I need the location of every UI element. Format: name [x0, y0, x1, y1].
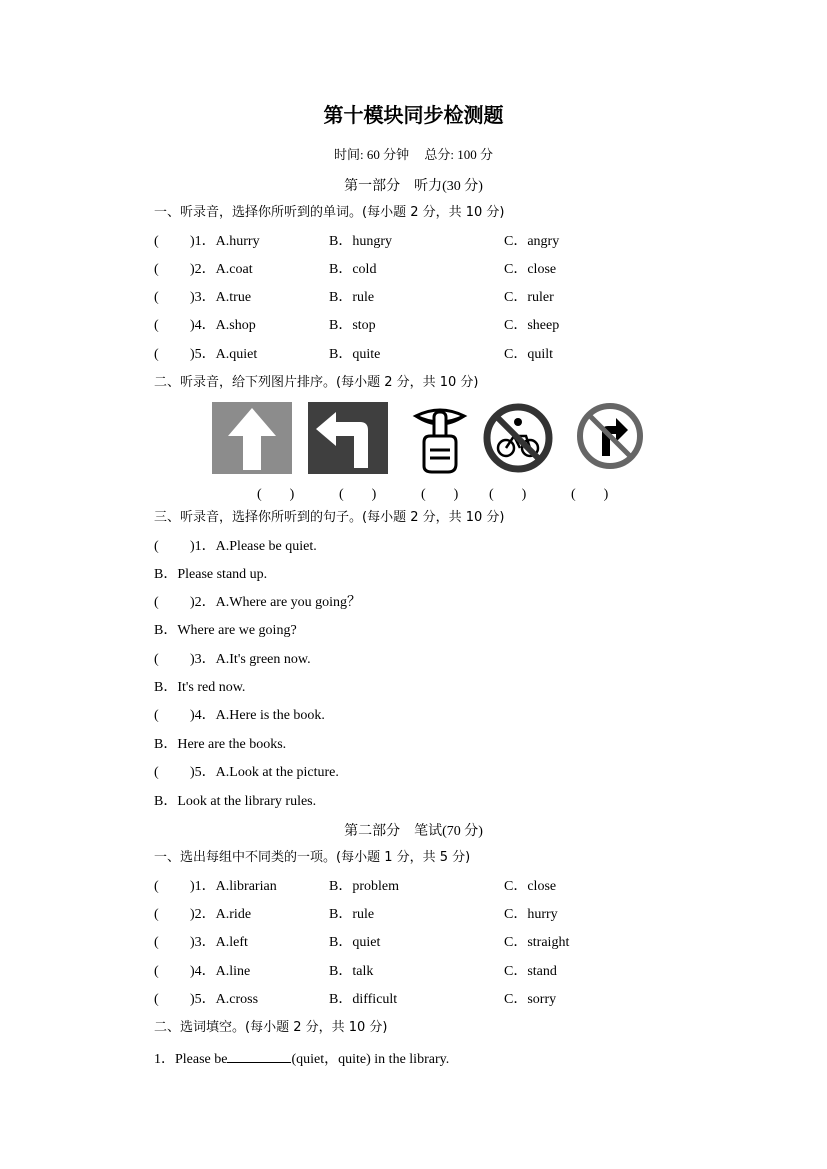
fill-blank-answer-line[interactable]	[227, 1048, 291, 1063]
no-cycling-sign-icon	[482, 402, 554, 474]
sentence-option-b: B．Look at the library rules.	[154, 794, 317, 809]
fill-blank-question: 1．Please be (quiet，quite) in the library.	[154, 1048, 449, 1069]
option-b: B．rule	[329, 290, 375, 305]
exam-time: 时间: 60 分钟	[334, 147, 410, 162]
answer-blank[interactable]: ( )	[339, 487, 377, 502]
answer-blank[interactable]: ( )	[571, 487, 609, 502]
sentence-option-b: B．Here are the books.	[154, 737, 287, 752]
sentence-option-a: ( )2．A.Where are you going？	[154, 595, 362, 610]
option-a: )1．A.hurry	[190, 234, 260, 249]
option-c: C．stand	[504, 964, 557, 979]
answer-blank[interactable]: ( )	[489, 487, 527, 502]
option-c: C．sheep	[504, 318, 560, 333]
option-b: B．problem	[329, 879, 399, 894]
option-b: B．hungry	[329, 234, 392, 249]
sentence-option-a: ( )5．A.Look at the picture.	[154, 765, 339, 780]
option-b: B．quite	[329, 347, 381, 362]
option-a: )3．A.left	[190, 935, 248, 950]
part2-sec2-heading: 二、选词填空。(每小题 2 分，共 10 分)	[154, 1020, 388, 1035]
option-c: C．hurry	[504, 907, 558, 922]
sentence-option-a: ( )4．A.Here is the book.	[154, 708, 325, 723]
option-a: )5．A.quiet	[190, 347, 258, 362]
option-a: )4．A.line	[190, 964, 251, 979]
exam-meta	[0, 144, 827, 163]
option-a: )1．A.librarian	[190, 879, 277, 894]
option-b: B．stop	[329, 318, 376, 333]
option-c: C．angry	[504, 234, 560, 249]
sentence-option-b: B．Please stand up.	[154, 567, 268, 582]
part1-sec1-heading: 一、听录音，选择你所听到的单词。(每小题 2 分，共 10 分)	[154, 205, 505, 220]
option-a: )5．A.cross	[190, 992, 259, 1007]
part1-heading: 第一部分 听力(30 分)	[344, 179, 483, 194]
sentence-option-b: B．It's red now.	[154, 680, 246, 695]
option-a: )3．A.true	[190, 290, 252, 305]
option-b: B．quiet	[329, 935, 381, 950]
worksheet-page: 第十模块同步检测题 时间: 60 分钟 总分: 100 分 第一部分 听力(30 分) 一、听录音，选择你所听到的单词。(每小题 2 分，共 10 分) ( )1．A.hurry B．hungry C．angry ( )2．A.coat B．cold C．close ( )3．A.true B．rule C．ruler ( )4．A.shop B．stop C．sheep ( )5．A.quiet B．quite C．quilt 二、听录音，给下列图片排序。(每小题 2 分，共 10 分) ( ) ( ) ( ) ( ) ( ) 三、听录音，选择你所听到的句子。(每小题 2 分，共 10 分) ( )1．A.Please be quiet. B．Please stand up. ( )2．A.Where are you going？ B．Where are we going? ( )3．A.It's green now. B．It's red now. ( )4．A.Here is the book. B．Here are the books. ( )5．A.Look at the picture. B．Look at the library rules. 第二部分 笔试(70 分) 一、选出每组中不同类的一项。(每小题 1 分，共 5 分) ( )1．A.librarian B．problem C．close ( )2．A.ride B．rule C．hurry ( )3．A.left B．quiet C．straight ( )4．A.line B．talk C．stand ( )5．A.cross B．difficult C．sorry 二、选词填空。(每小题 2 分，共 10 分) 1．Please be (quiet，quite) in the library.	[0, 0, 827, 1169]
answer-blank[interactable]: ( )	[257, 487, 295, 502]
part1-sec2-heading: 二、听录音，给下列图片排序。(每小题 2 分，共 10 分)	[154, 375, 479, 390]
option-b: B．difficult	[329, 992, 398, 1007]
sentence-option-a: ( )1．A.Please be quiet.	[154, 539, 317, 554]
part2-sec1-heading: 一、选出每组中不同类的一项。(每小题 1 分，共 5 分)	[154, 850, 471, 865]
option-a: )2．A.ride	[190, 907, 252, 922]
quiet-please-sign-icon	[410, 402, 470, 474]
option-a: )4．A.shop	[190, 318, 256, 333]
answer-blank[interactable]: ( )	[421, 487, 459, 502]
exam-total-score: 总分: 100 分	[424, 147, 493, 162]
option-a: )2．A.coat	[190, 262, 253, 277]
option-c: C．sorry	[504, 992, 557, 1007]
part2-heading: 第二部分 笔试(70 分)	[344, 824, 483, 839]
option-c: C．quilt	[504, 347, 554, 362]
option-b: B．cold	[329, 262, 377, 277]
part1-sec3-heading: 三、听录音，选择你所听到的句子。(每小题 2 分，共 10 分)	[154, 510, 505, 525]
option-b: B．talk	[329, 964, 374, 979]
option-c: C．close	[504, 262, 557, 277]
turn-left-arrow-sign-icon	[308, 402, 388, 474]
sign-pictures	[212, 402, 652, 474]
option-c: C．close	[504, 879, 557, 894]
sentence-option-a: ( )3．A.It's green now.	[154, 652, 311, 667]
no-right-turn-sign-icon	[576, 402, 644, 470]
option-b: B．rule	[329, 907, 375, 922]
sentence-option-b: B．Where are we going?	[154, 623, 297, 638]
option-c: C．ruler	[504, 290, 554, 305]
option-c: C．straight	[504, 935, 570, 950]
page-title: 第十模块同步检测题	[323, 103, 504, 127]
up-arrow-sign-icon	[212, 402, 292, 474]
